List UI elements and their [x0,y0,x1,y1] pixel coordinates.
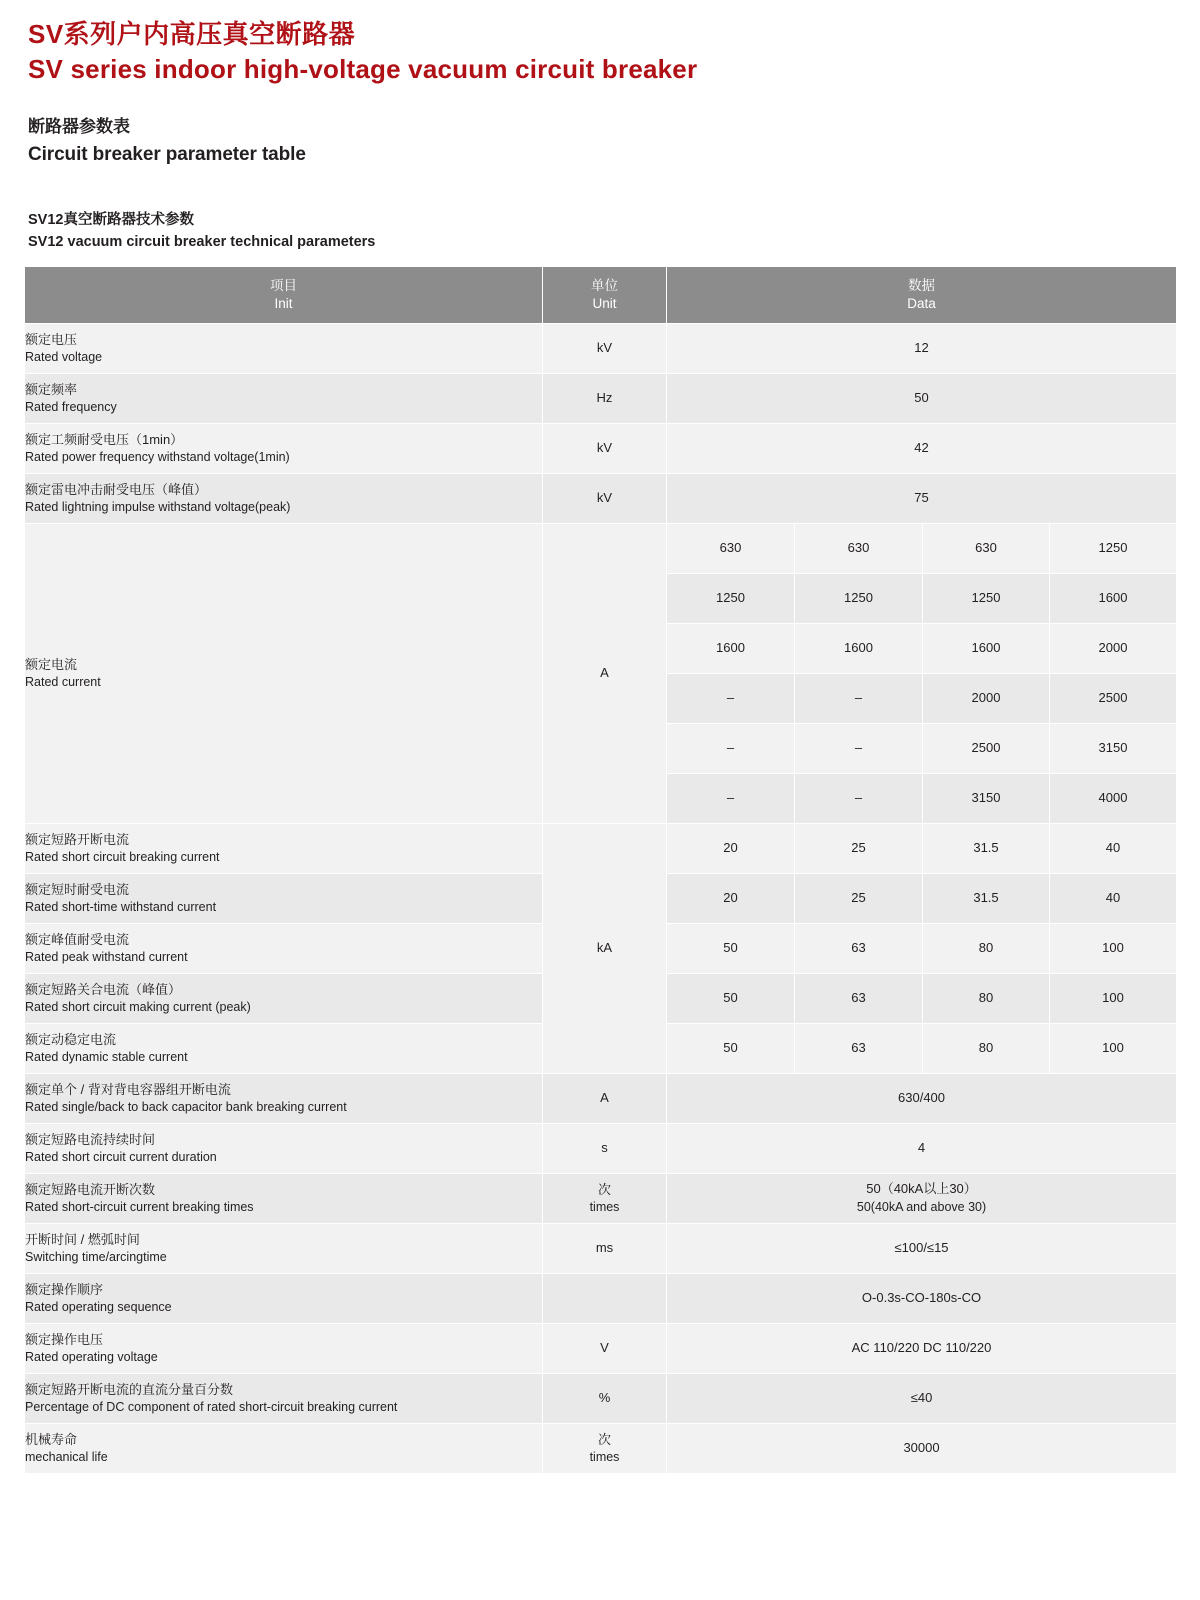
row-item-cn: 额定峰值耐受电流 [25,932,130,948]
row-value-cell: 100 [1050,1023,1177,1073]
row-value-cn: 50（40kA以上30） [866,1181,977,1197]
row-item-en: Rated short circuit current duration [25,1149,217,1164]
table-row [25,473,1177,523]
rated-current-cell: – [667,723,795,773]
table-header-row [25,266,1177,323]
row-unit-cn: 次 [597,1432,611,1448]
row-item [25,323,543,373]
row-unit [543,1173,667,1223]
row-value-cell: 25 [795,873,923,923]
rated-current-cell: 1250 [1050,523,1177,573]
rated-current-cell: – [795,673,923,723]
table-row [25,423,1177,473]
row-item [25,1323,543,1373]
row-item [25,1073,543,1123]
section-heading [28,210,1176,254]
row-item-en: Rated voltage [25,349,103,364]
row-item-cn: 额定雷电冲击耐受电压（峰值） [25,482,208,498]
rated-current-cell: 1600 [795,623,923,673]
row-item-cn: 额定短路电流开断次数 [25,1182,156,1198]
page-title-en: SV series indoor high-voltage vacuum circuit breaker [28,53,698,84]
row-item [25,423,543,473]
row-item-cn: 额定电压 [25,332,78,348]
row-value: 630/400 [667,1073,1177,1123]
row-value-cell: 100 [1050,923,1177,973]
table-row [25,1373,1177,1423]
row-unit: % [543,1373,667,1423]
header-unit-en: Unit [592,295,617,311]
table-row [25,323,1177,373]
header-item-en: Init [274,295,293,311]
row-item [25,873,543,923]
row-value [667,1173,1177,1223]
rated-current-cell: 1600 [923,623,1050,673]
row-unit: kV [543,323,667,373]
row-item-cn: 额定动稳定电流 [25,1032,117,1048]
row-value-cell: 80 [923,1023,1050,1073]
row-value-en: 50(40kA and above 30) [856,1199,987,1214]
row-item [25,473,543,523]
header-item-cn: 项目 [270,277,297,293]
row-value-cell: 100 [1050,973,1177,1023]
row-item [25,823,543,873]
row-item-en: Rated operating voltage [25,1349,158,1364]
rated-current-cell: 1250 [667,573,795,623]
row-item-en: Rated power frequency withstand voltage(1min) [25,449,290,464]
row-value: 12 [667,323,1177,373]
rated-current-cell: 3150 [1050,723,1177,773]
row-value-cell: 20 [667,873,795,923]
row-item-en: Rated short-circuit current breaking times [25,1199,254,1214]
row-item [25,923,543,973]
row-value-cell: 63 [795,1023,923,1073]
rated-current-cell: 2000 [923,673,1050,723]
header-data-en: Data [907,295,936,311]
row-item-cn: 额定电流 [25,657,78,673]
section-heading-en: SV12 vacuum circuit breaker technical parameters [28,233,376,250]
row-item-cn: 额定短时耐受电流 [25,882,130,898]
row-value-cell: 40 [1050,823,1177,873]
table-row [25,1323,1177,1373]
table-row [25,1423,1177,1473]
row-item-cn: 额定操作顺序 [25,1282,104,1298]
row-item-cn: 额定短路电流持续时间 [25,1132,156,1148]
row-item-cn: 额定短路关合电流（峰值） [25,982,182,998]
row-item [25,1423,543,1473]
row-value-cell: 50 [667,973,795,1023]
rated-current-cell: 3150 [923,773,1050,823]
page-title [28,18,1176,85]
row-item-cn: 额定操作电压 [25,1332,104,1348]
rated-current-cell: 1250 [795,573,923,623]
row-item [25,1123,543,1173]
row-value: 30000 [667,1423,1177,1473]
row-unit: s [543,1123,667,1173]
row-value: O-0.3s-CO-180s-CO [667,1273,1177,1323]
row-item [25,373,543,423]
row-value: 42 [667,423,1177,473]
row-item-en: Rated peak withstand current [25,949,188,964]
table-row [25,1123,1177,1173]
table-row [25,373,1177,423]
row-value: 75 [667,473,1177,523]
rated-current-cell: – [667,673,795,723]
row-item-en: Switching time/arcingtime [25,1249,167,1264]
rated-current-cell: 2500 [1050,673,1177,723]
subtitle [28,115,1176,168]
row-item [25,1273,543,1323]
row-item-en: Rated operating sequence [25,1299,172,1314]
parameter-table [24,266,1177,1474]
row-unit [543,1423,667,1473]
rated-current-cell: 4000 [1050,773,1177,823]
row-value-cell: 31.5 [923,873,1050,923]
row-item-en: Rated dynamic stable current [25,1049,188,1064]
row-value-cell: 50 [667,923,795,973]
row-item-cn: 额定频率 [25,382,78,398]
row-value-cell: 31.5 [923,823,1050,873]
row-unit-en: times [589,1449,620,1464]
row-item-en: Percentage of DC component of rated short-circuit breaking current [25,1399,398,1414]
row-value: AC 110/220 DC 110/220 [667,1323,1177,1373]
rated-current-cell: – [795,723,923,773]
row-value: ≤40 [667,1373,1177,1423]
row-item [25,1173,543,1223]
header-unit-cn: 单位 [591,277,618,293]
ka-group-unit: kA [543,823,667,1073]
header-item [25,266,543,323]
row-value-cell: 80 [923,973,1050,1023]
row-value-cell: 80 [923,923,1050,973]
table-row [25,523,1177,573]
row-value-cell: 63 [795,973,923,1023]
row-item [25,973,543,1023]
row-unit [543,1273,667,1323]
subtitle-en: Circuit breaker parameter table [28,143,306,165]
header-data [667,266,1177,323]
row-value: ≤100/≤15 [667,1223,1177,1273]
rated-current-unit: A [543,523,667,823]
header-unit [543,266,667,323]
row-unit: A [543,1073,667,1123]
header-data-cn: 数据 [908,277,936,293]
row-item-en: Rated short circuit breaking current [25,849,220,864]
rated-current-cell: 1250 [923,573,1050,623]
page-title-cn: SV系列户内高压真空断路器 [28,19,356,49]
row-value-cell: 63 [795,923,923,973]
row-value-cell: 40 [1050,873,1177,923]
row-item-cn: 开断时间 / 燃弧时间 [25,1232,140,1248]
rated-current-cell: – [795,773,923,823]
row-item-cn: 机械寿命 [25,1432,78,1448]
table-row [25,823,1177,873]
row-value: 4 [667,1123,1177,1173]
row-unit: Hz [543,373,667,423]
rated-current-cell: 1600 [667,623,795,673]
row-value: 50 [667,373,1177,423]
row-item [25,1223,543,1273]
rated-current-cell: 1600 [1050,573,1177,623]
row-item-cn: 额定短路开断电流 [25,832,130,848]
rated-current-cell: 2500 [923,723,1050,773]
row-item-en: Rated lightning impulse withstand voltage(peak) [25,499,291,514]
row-item-cn: 额定单个 / 背对背电容器组开断电流 [25,1082,231,1098]
row-unit: kV [543,473,667,523]
rated-current-cell: 630 [795,523,923,573]
row-item-en: Rated short-time withstand current [25,899,217,914]
table-row [25,1273,1177,1323]
rated-current-cell: 630 [667,523,795,573]
section-heading-cn: SV12真空断路器技术参数 [28,212,194,229]
row-item-en: Rated single/back to back capacitor bank breaking current [25,1099,347,1114]
row-unit-cn: 次 [597,1182,611,1198]
row-item-en: Rated short circuit making current (peak) [25,999,251,1014]
row-item-en: Rated current [25,674,101,689]
table-row [25,1223,1177,1273]
row-value-cell: 20 [667,823,795,873]
row-item [25,1373,543,1423]
table-row [25,1073,1177,1123]
rated-current-cell: – [667,773,795,823]
rated-current-item [25,523,543,823]
row-item [25,1023,543,1073]
row-unit: kV [543,423,667,473]
row-unit: ms [543,1223,667,1273]
rated-current-cell: 2000 [1050,623,1177,673]
row-item-cn: 额定短路开断电流的直流分量百分数 [25,1382,234,1398]
row-item-en: mechanical life [25,1449,108,1464]
subtitle-cn: 断路器参数表 [28,117,130,136]
row-value-cell: 50 [667,1023,795,1073]
row-unit: V [543,1323,667,1373]
rated-current-cell: 630 [923,523,1050,573]
row-value-cell: 25 [795,823,923,873]
row-unit-en: times [589,1199,620,1214]
row-item-cn: 额定工频耐受电压（1min） [25,432,184,448]
row-item-en: Rated frequency [25,399,117,414]
table-row [25,1173,1177,1223]
